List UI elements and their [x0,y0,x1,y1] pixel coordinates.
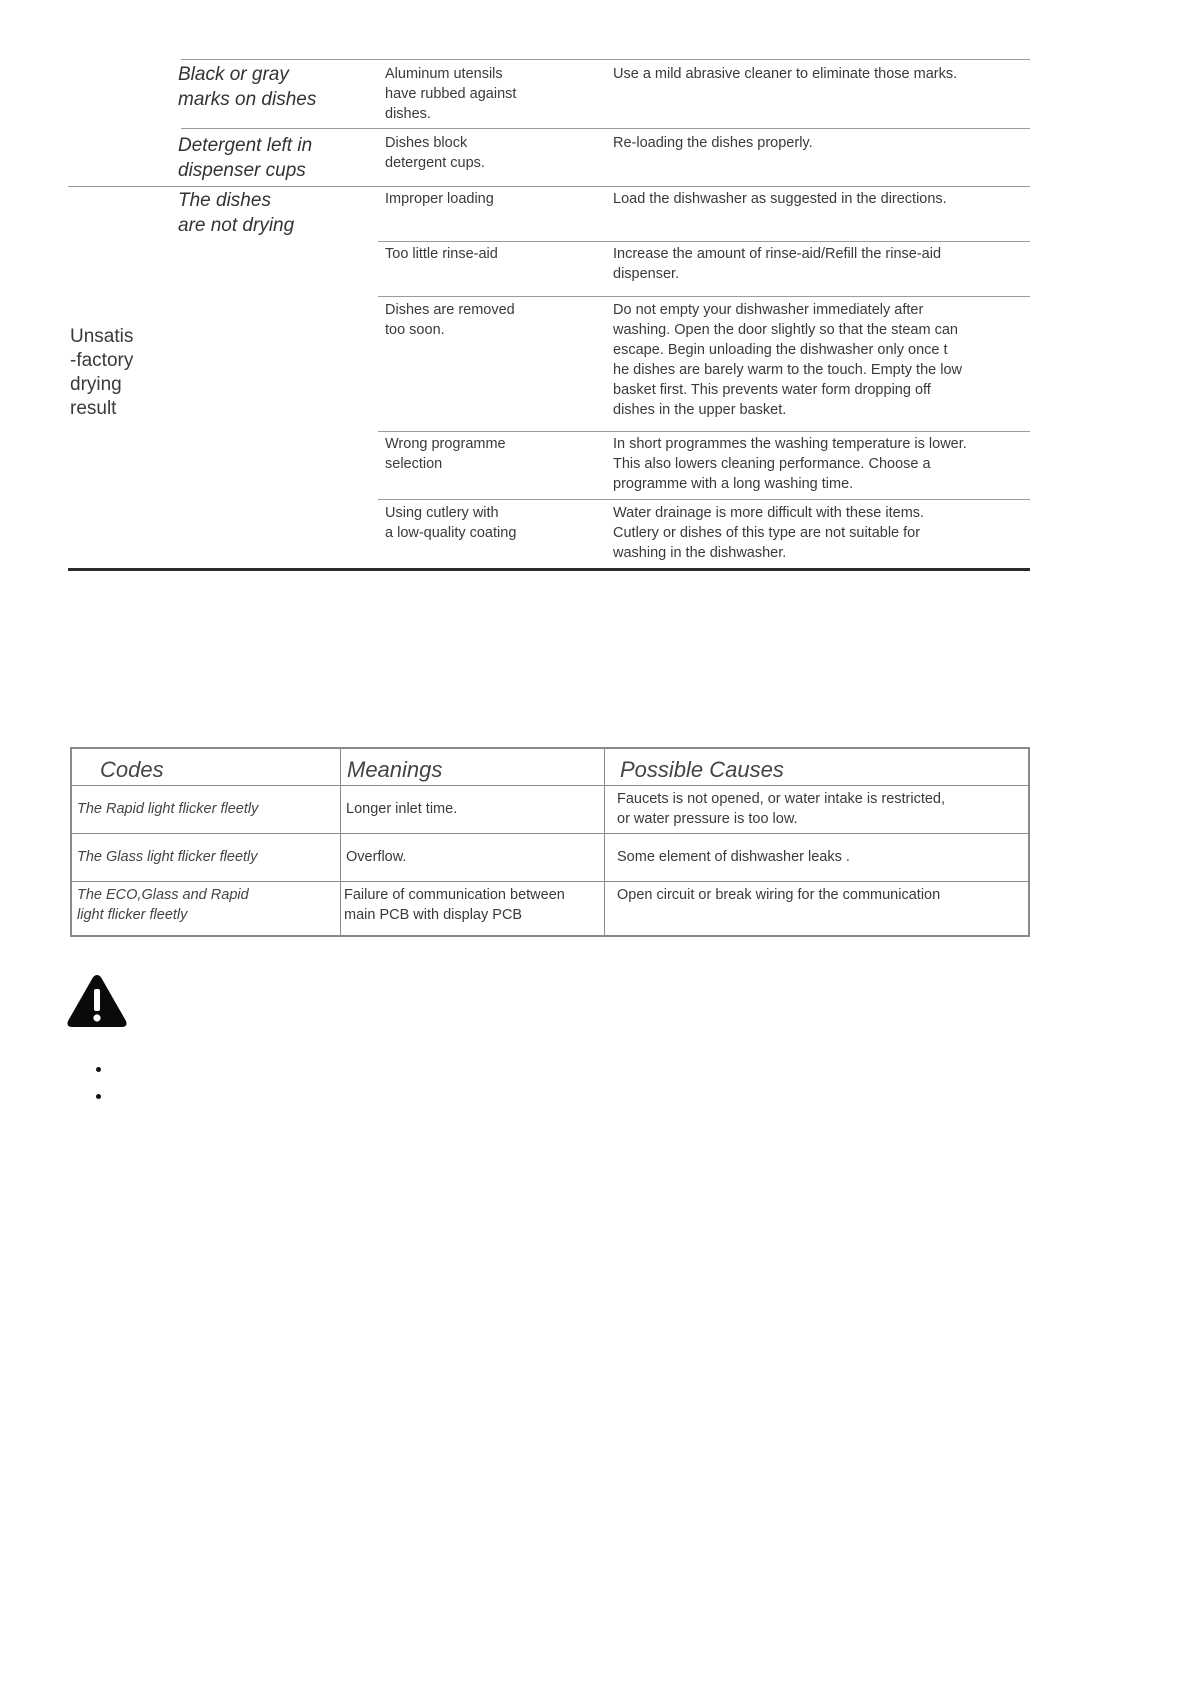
category-label: Unsatis -factory drying result [70,326,134,419]
cause-text: Improper loading [385,191,494,207]
cause-text: Dishes are removed too soon. [385,302,515,338]
header-codes: Codes [100,757,164,782]
possible-cause-text: Open circuit or break wiring for the communication [617,887,941,903]
code-text: The ECO,Glass and Rapid light flicker fleetly [77,887,249,923]
cause-text: Wrong programme selection [385,436,506,472]
problem-text: Black or gray marks on dishes [178,64,317,110]
problem-text: The dishes are not drying [178,190,295,236]
solution-text: Use a mild abrasive cleaner to eliminate those marks. [613,66,958,82]
header-meanings: Meanings [347,757,443,782]
solution-text: Increase the amount of rinse-aid/Refill the rinse-aid dispenser. [613,246,942,282]
row-divider [378,431,1030,432]
bullet-marker [96,1067,101,1072]
meaning-text: Overflow. [346,849,407,865]
solution-text: Water drainage is more difficult with these items. Cutlery or dishes of this type are not suitable for washing in the dishwasher. [613,505,925,561]
row-divider [68,186,1030,187]
row-divider [72,833,1028,834]
meaning-text: Failure of communication between main PCB with display PCB [344,887,565,923]
row-divider [378,499,1030,500]
row-divider [181,128,1030,129]
column-divider [604,749,605,935]
row-divider [378,296,1030,297]
row-divider [72,881,1028,882]
column-divider [340,749,341,935]
row-divider [72,785,1028,786]
possible-cause-text: Faucets is not opened, or water intake is restricted, or water pressure is too low. [617,791,946,827]
problem-text: Detergent left in dispenser cups [178,135,313,181]
code-text: The Glass light flicker fleetly [77,849,258,865]
bullet-marker [96,1094,101,1099]
table-bottom-rule [68,568,1030,571]
row-divider [181,59,1030,60]
error-code-table [70,747,1030,937]
cause-text: Dishes block detergent cups. [385,135,485,171]
solution-text: In short programmes the washing temperature is lower. This also lowers cleaning performance. Choose a programme with a long washing time. [613,436,967,492]
code-text: The Rapid light flicker fleetly [77,801,259,817]
cause-text: Too little rinse-aid [385,246,498,262]
cause-text: Using cutlery with a low-quality coating [385,505,517,541]
solution-text: Load the dishwasher as suggested in the directions. [613,191,947,207]
solution-text: Re-loading the dishes properly. [613,135,813,151]
cause-text: Aluminum utensils have rubbed against dishes. [385,66,517,122]
header-possible-causes: Possible Causes [620,757,784,782]
meaning-text: Longer inlet time. [346,801,458,817]
possible-cause-text: Some element of dishwasher leaks . [617,849,850,865]
solution-text: Do not empty your dishwasher immediately after washing. Open the door slightly so that the steam can escape. Begin unloading the dishwasher only once t he dishes are barely warm to the touch. Empty the low basket first. This prevents water form dropping off dishes in the upper basket. [613,302,962,418]
row-divider [378,241,1030,242]
warning-triangle-icon-graphic [66,973,128,1029]
warning-triangle-icon [66,973,128,1029]
